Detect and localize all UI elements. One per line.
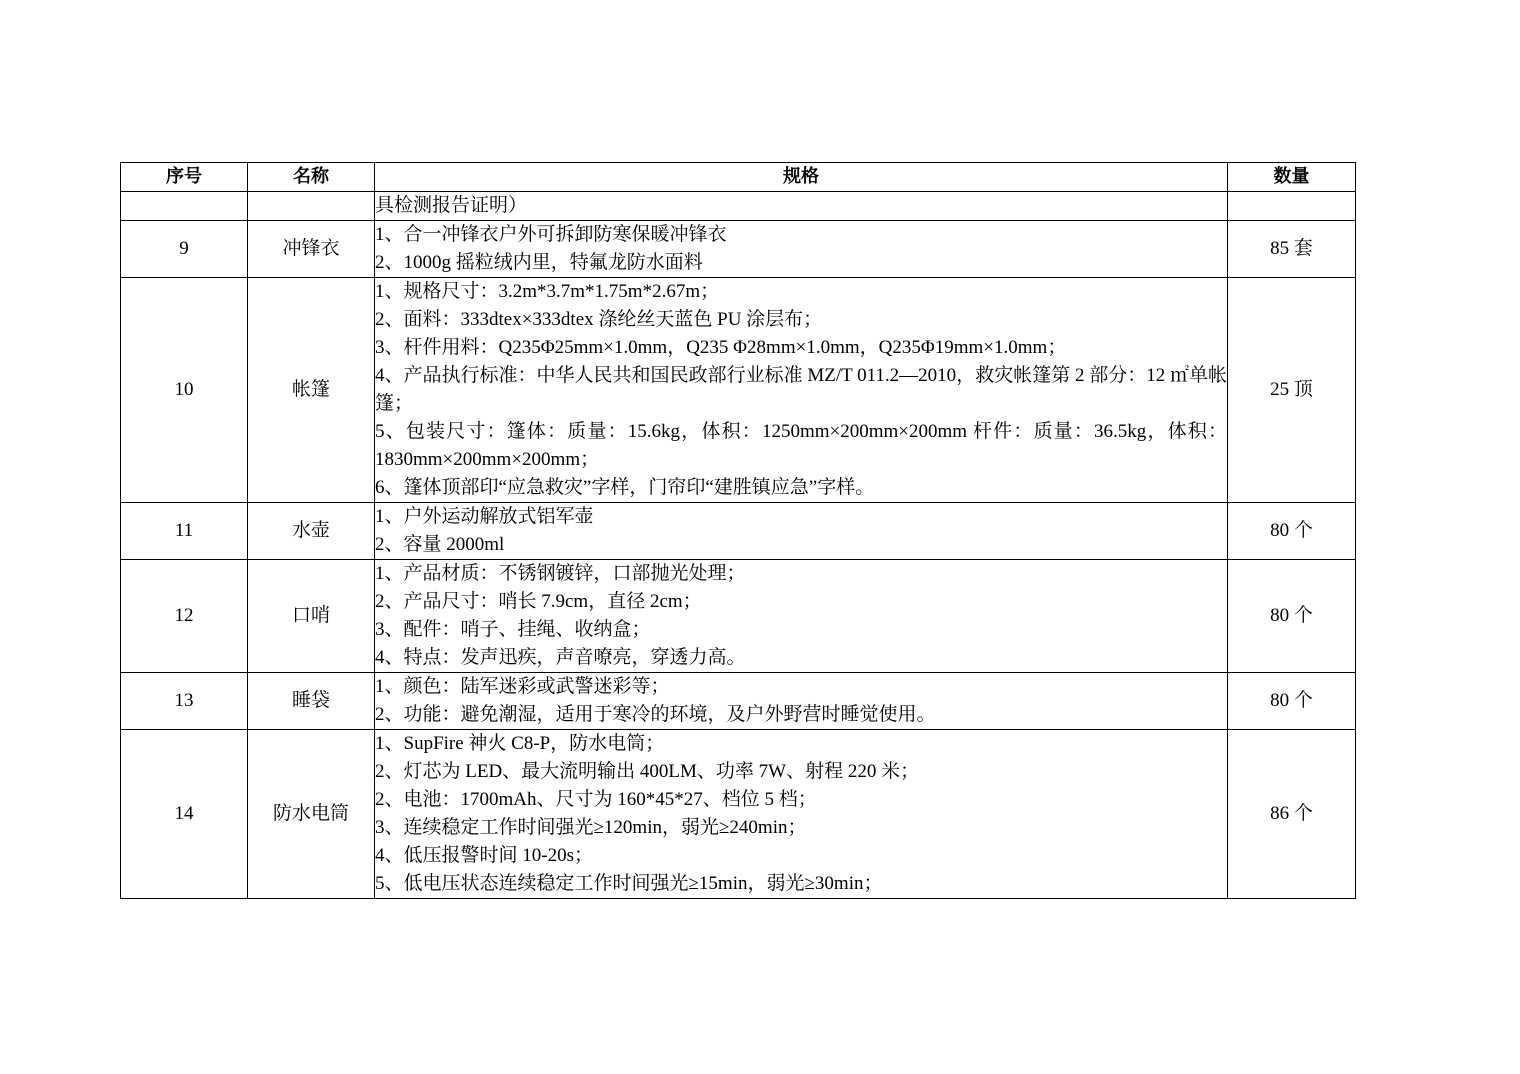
table-row [121,192,1356,221]
spec-line: 3、连续稳定工作时间强光≥120min，弱光≥240min； [375,817,807,838]
spec-line: 4、产品执行标准：中华人民共和国民政部行业标准 MZ/T 011.2—2010，救灾帐篷第 2 部分：12 ㎡单帐篷； [375,365,1227,414]
header-name: 名称 [248,163,375,192]
spec-line: 1、户外运动解放式铝军壶 [375,506,594,527]
row-item-name: 水壶 [248,503,375,560]
table-row [121,221,1356,278]
table-header-row [121,163,1356,192]
row-spec [375,560,1228,673]
spec-line: 1、规格尺寸：3.2m*3.7m*1.75m*2.67m； [375,281,720,302]
header-index: 序号 [121,163,248,192]
spec-line: 2、1000g 摇粒绒内里，特氟龙防水面料 [375,252,703,273]
row-spec [375,730,1228,899]
row-quantity [1228,192,1356,221]
row-quantity: 86 个 [1228,730,1356,899]
row-quantity: 80 个 [1228,673,1356,730]
row-item-name: 冲锋衣 [248,221,375,278]
spec-line: 1、产品材质：不锈钢镀锌，口部抛光处理； [375,563,746,584]
table-row [121,673,1356,730]
table-row [121,503,1356,560]
row-quantity: 25 顶 [1228,278,1356,503]
spec-line: 2、电池：1700mAh、尺寸为 160*45*27、档位 5 档； [375,789,817,810]
table-body [121,192,1356,899]
spec-line: 2、功能：避免潮湿，适用于寒冷的环境，及户外野营时睡觉使用。 [375,704,936,725]
spec-line: 4、特点：发声迅疾，声音嘹亮，穿透力高。 [375,647,746,668]
row-spec [375,503,1228,560]
row-index: 12 [121,560,248,673]
row-index: 9 [121,221,248,278]
table-row [121,278,1356,503]
row-quantity: 80 个 [1228,503,1356,560]
row-quantity: 80 个 [1228,560,1356,673]
header-spec: 规格 [375,163,1228,192]
spec-line: 2、容量 2000ml [375,534,505,555]
header-qty: 数量 [1228,163,1356,192]
row-index [121,192,248,221]
row-index: 14 [121,730,248,899]
row-item-name [248,192,375,221]
row-spec [375,278,1228,503]
spec-line: 2、产品尺寸：哨长 7.9cm，直径 2cm； [375,591,702,612]
row-item-name: 睡袋 [248,673,375,730]
spec-line: 3、杆件用料：Q235Φ25mm×1.0mm，Q235 Φ28mm×1.0mm，Q235Φ19mm×1.0mm； [375,337,1067,358]
row-index: 10 [121,278,248,503]
spec-line: 2、灯芯为 LED、最大流明输出 400LM、功率 7W、射程 220 米； [375,761,920,782]
spec-line: 5、低电压状态连续稳定工作时间强光≥15min，弱光≥30min； [375,873,883,894]
row-quantity: 85 套 [1228,221,1356,278]
spec-line: 3、配件：哨子、挂绳、收纳盒； [375,619,651,640]
row-spec [375,673,1228,730]
spec-line: 1、SupFire 神火 C8-P，防水电筒； [375,733,665,754]
table-row [121,730,1356,899]
row-spec [375,221,1228,278]
row-item-name: 防水电筒 [248,730,375,899]
row-index: 11 [121,503,248,560]
spec-line: 4、低压报警时间 10-20s； [375,845,593,866]
spec-line: 1、合一冲锋衣户外可拆卸防寒保暖冲锋衣 [375,224,727,245]
spec-line: 5、包装尺寸：篷体：质量：15.6kg，体积：1250mm×200mm×200mm 杆件：质量：36.5kg，体积：1830mm×200mm×200mm； [375,421,1227,470]
row-item-name: 口哨 [248,560,375,673]
spec-line: 1、颜色：陆军迷彩或武警迷彩等； [375,676,670,697]
table-row [121,560,1356,673]
row-spec [375,192,1228,221]
spec-line: 具检测报告证明） [375,195,528,216]
row-item-name: 帐篷 [248,278,375,503]
spec-line: 2、面料：333dtex×333dtex 涤纶丝天蓝色 PU 涂层布； [375,309,823,330]
spec-line: 6、篷体顶部印“应急救灾”字样，门帘印“建胜镇应急”字样。 [375,477,875,498]
equipment-spec-table [120,162,1356,899]
row-index: 13 [121,673,248,730]
